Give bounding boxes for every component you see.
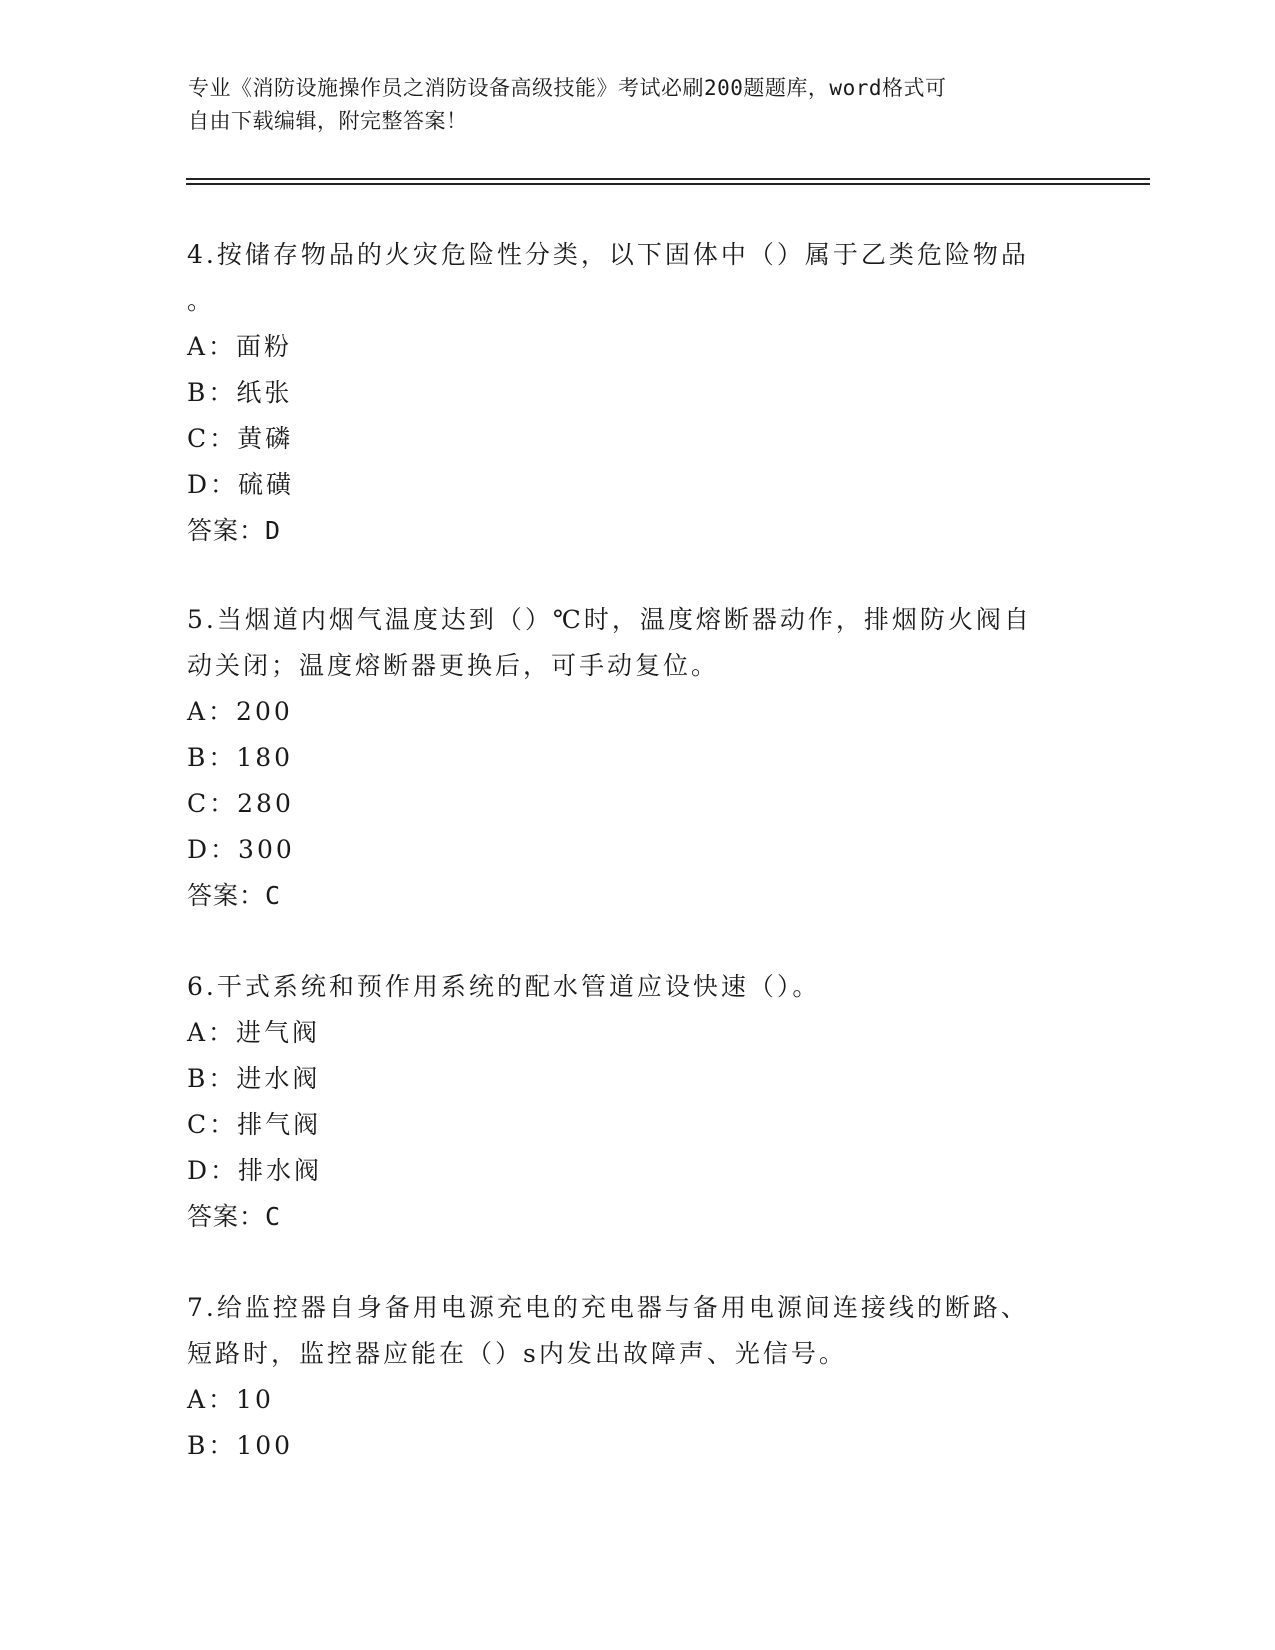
- header-line-2: 自由下载编辑，附完整答案！: [188, 109, 468, 133]
- question-4: [187, 232, 1087, 554]
- question-stem: 。: [187, 286, 216, 315]
- answer-line: 答案：C: [187, 1202, 282, 1231]
- option-a: A：200: [187, 697, 293, 726]
- option-b: B：100: [187, 1431, 294, 1460]
- document-header: [188, 72, 1088, 138]
- option-d: D：排水阀: [187, 1156, 323, 1185]
- header-divider-bottom: [186, 183, 1150, 185]
- question-stem: 动关闭；温度熔断器更换后，可手动复位。: [187, 651, 720, 680]
- question-stem: 5.当烟道内烟气温度达到（）℃时，温度熔断器动作，排烟防火阀自: [187, 605, 1032, 634]
- header-line-1: 专业《消防设施操作员之消防设备高级技能》考试必刷200题题库，word格式可: [188, 76, 947, 100]
- answer-line: 答案：C: [187, 881, 282, 910]
- option-a: A：面粉: [187, 332, 293, 361]
- question-7: [187, 1285, 1087, 1469]
- option-a: A：进气阀: [187, 1018, 321, 1047]
- question-stem: 短路时，监控器应能在（）s内发出故障声、光信号。: [187, 1339, 847, 1368]
- option-b: B：进水阀: [187, 1064, 321, 1093]
- question-stem: 7.给监控器自身备用电源充电的充电器与备用电源间连接线的断路、: [187, 1293, 1029, 1322]
- header-divider-top: [186, 178, 1150, 180]
- option-c: C：黄磷: [187, 424, 294, 453]
- question-6: [187, 964, 1087, 1240]
- answer-line: 答案：D: [187, 516, 282, 545]
- question-5: [187, 597, 1087, 919]
- option-a: A：10: [187, 1385, 274, 1414]
- option-c: C：排气阀: [187, 1110, 322, 1139]
- question-stem: 4.按储存物品的火灾危险性分类，以下固体中（）属于乙类危险物品: [187, 240, 1029, 269]
- option-d: D：硫磺: [187, 470, 295, 499]
- question-stem: 6.干式系统和预作用系统的配水管道应设快速（）。: [187, 972, 821, 1001]
- option-d: D：300: [187, 835, 295, 864]
- option-b: B：纸张: [187, 378, 293, 407]
- option-b: B：180: [187, 743, 294, 772]
- option-c: C：280: [187, 789, 294, 818]
